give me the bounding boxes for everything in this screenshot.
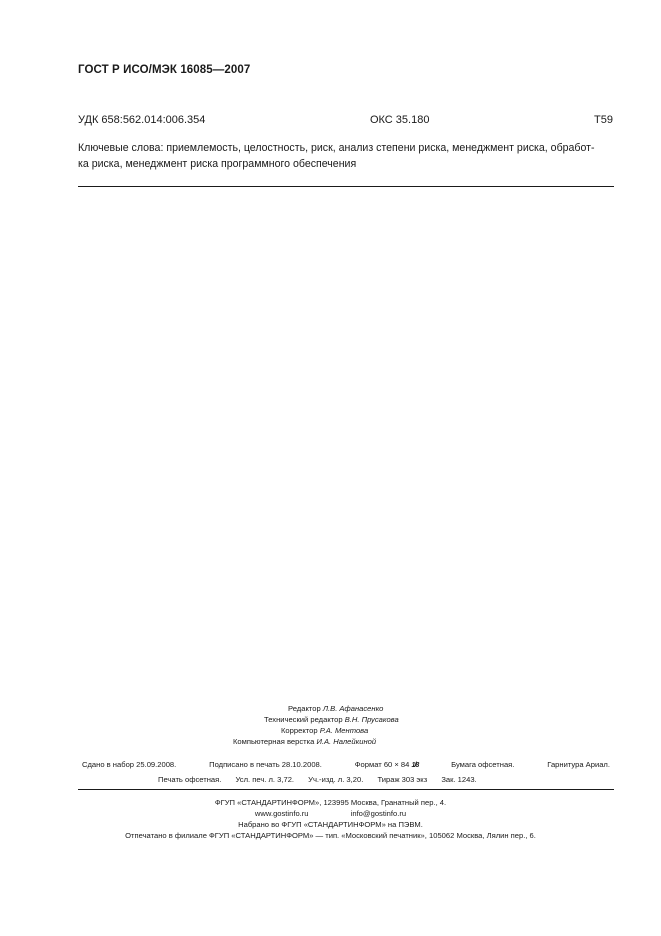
publisher-contacts — [0, 808, 661, 819]
print-info-row-2 — [158, 775, 477, 784]
credit-editor — [288, 703, 383, 714]
credit-role: Технический редактор — [264, 715, 343, 724]
top-divider — [78, 186, 614, 187]
standard-designation: ГОСТ Р ИСО/МЭК 16085—2007 — [78, 64, 251, 76]
submitted-date: Сдано в набор 25.09.2008. — [82, 760, 177, 769]
oks-code: ОКС 35.180 — [369, 114, 430, 126]
keywords-paragraph — [78, 140, 614, 172]
credit-tech-editor — [264, 714, 399, 725]
credit-name: Р.А. Ментова — [319, 726, 369, 735]
order-number: Зак. 1243. — [441, 775, 477, 784]
circulation: Тираж 303 экз — [377, 775, 428, 784]
bottom-divider — [78, 789, 614, 790]
credit-role: Компьютерная верстка — [233, 737, 315, 746]
classification-row — [78, 114, 613, 126]
credit-layout — [233, 736, 376, 747]
group-code: Т59 — [594, 114, 613, 126]
credit-corrector — [281, 725, 368, 736]
format-fraction: 1/8 — [411, 762, 419, 769]
credit-role: Редактор — [288, 704, 321, 713]
printed-sheets: Усл. печ. л. 3,72. — [235, 775, 295, 784]
print-type: Печать офсетная. — [158, 775, 222, 784]
keywords-line-1: Ключевые слова: приемлемость, целостность, риск, анализ степени риска, менеджмент риска, обработ- — [78, 142, 595, 154]
typeset-info: Набрано во ФГУП «СТАНДАРТИНФОРМ» на ПЭВМ. — [238, 820, 423, 829]
signed-date: Подписано в печать 28.10.2008. — [209, 760, 322, 769]
paper-format — [355, 760, 419, 769]
keywords-line-2: ка риска, менеджмент риска программного обеспечения — [78, 158, 357, 170]
credit-name: И.А. Налейкиной — [316, 737, 377, 746]
credit-name: Л.В. Афанасенко — [322, 704, 384, 713]
publisher-website-link[interactable]: www.gostinfo.ru — [254, 809, 309, 818]
font-family-info: Гарнитура Ариал. — [547, 760, 610, 769]
paper-type: Бумага офсетная. — [451, 760, 515, 769]
publisher-email-link[interactable]: info@gostinfo.ru — [350, 809, 407, 818]
publisher-block — [0, 797, 661, 841]
publisher-address: ФГУП «СТАНДАРТИНФОРМ», 123995 Москва, Гранатный пер., 4. — [214, 798, 447, 807]
print-info-row-1 — [82, 760, 610, 769]
udk-code: УДК 658:562.014:006.354 — [78, 114, 206, 126]
credit-name: В.Н. Прусакова — [344, 715, 399, 724]
format-prefix: Формат 60 × 84 — [354, 760, 410, 769]
credit-role: Корректор — [281, 726, 318, 735]
publishing-sheets: Уч.-изд. л. 3,20. — [308, 775, 364, 784]
printer-info: Отпечатано в филиале ФГУП «СТАНДАРТИНФОРМ» — тип. «Московский печатник», 105062 Москва, Лялин пер., 6. — [125, 831, 536, 840]
